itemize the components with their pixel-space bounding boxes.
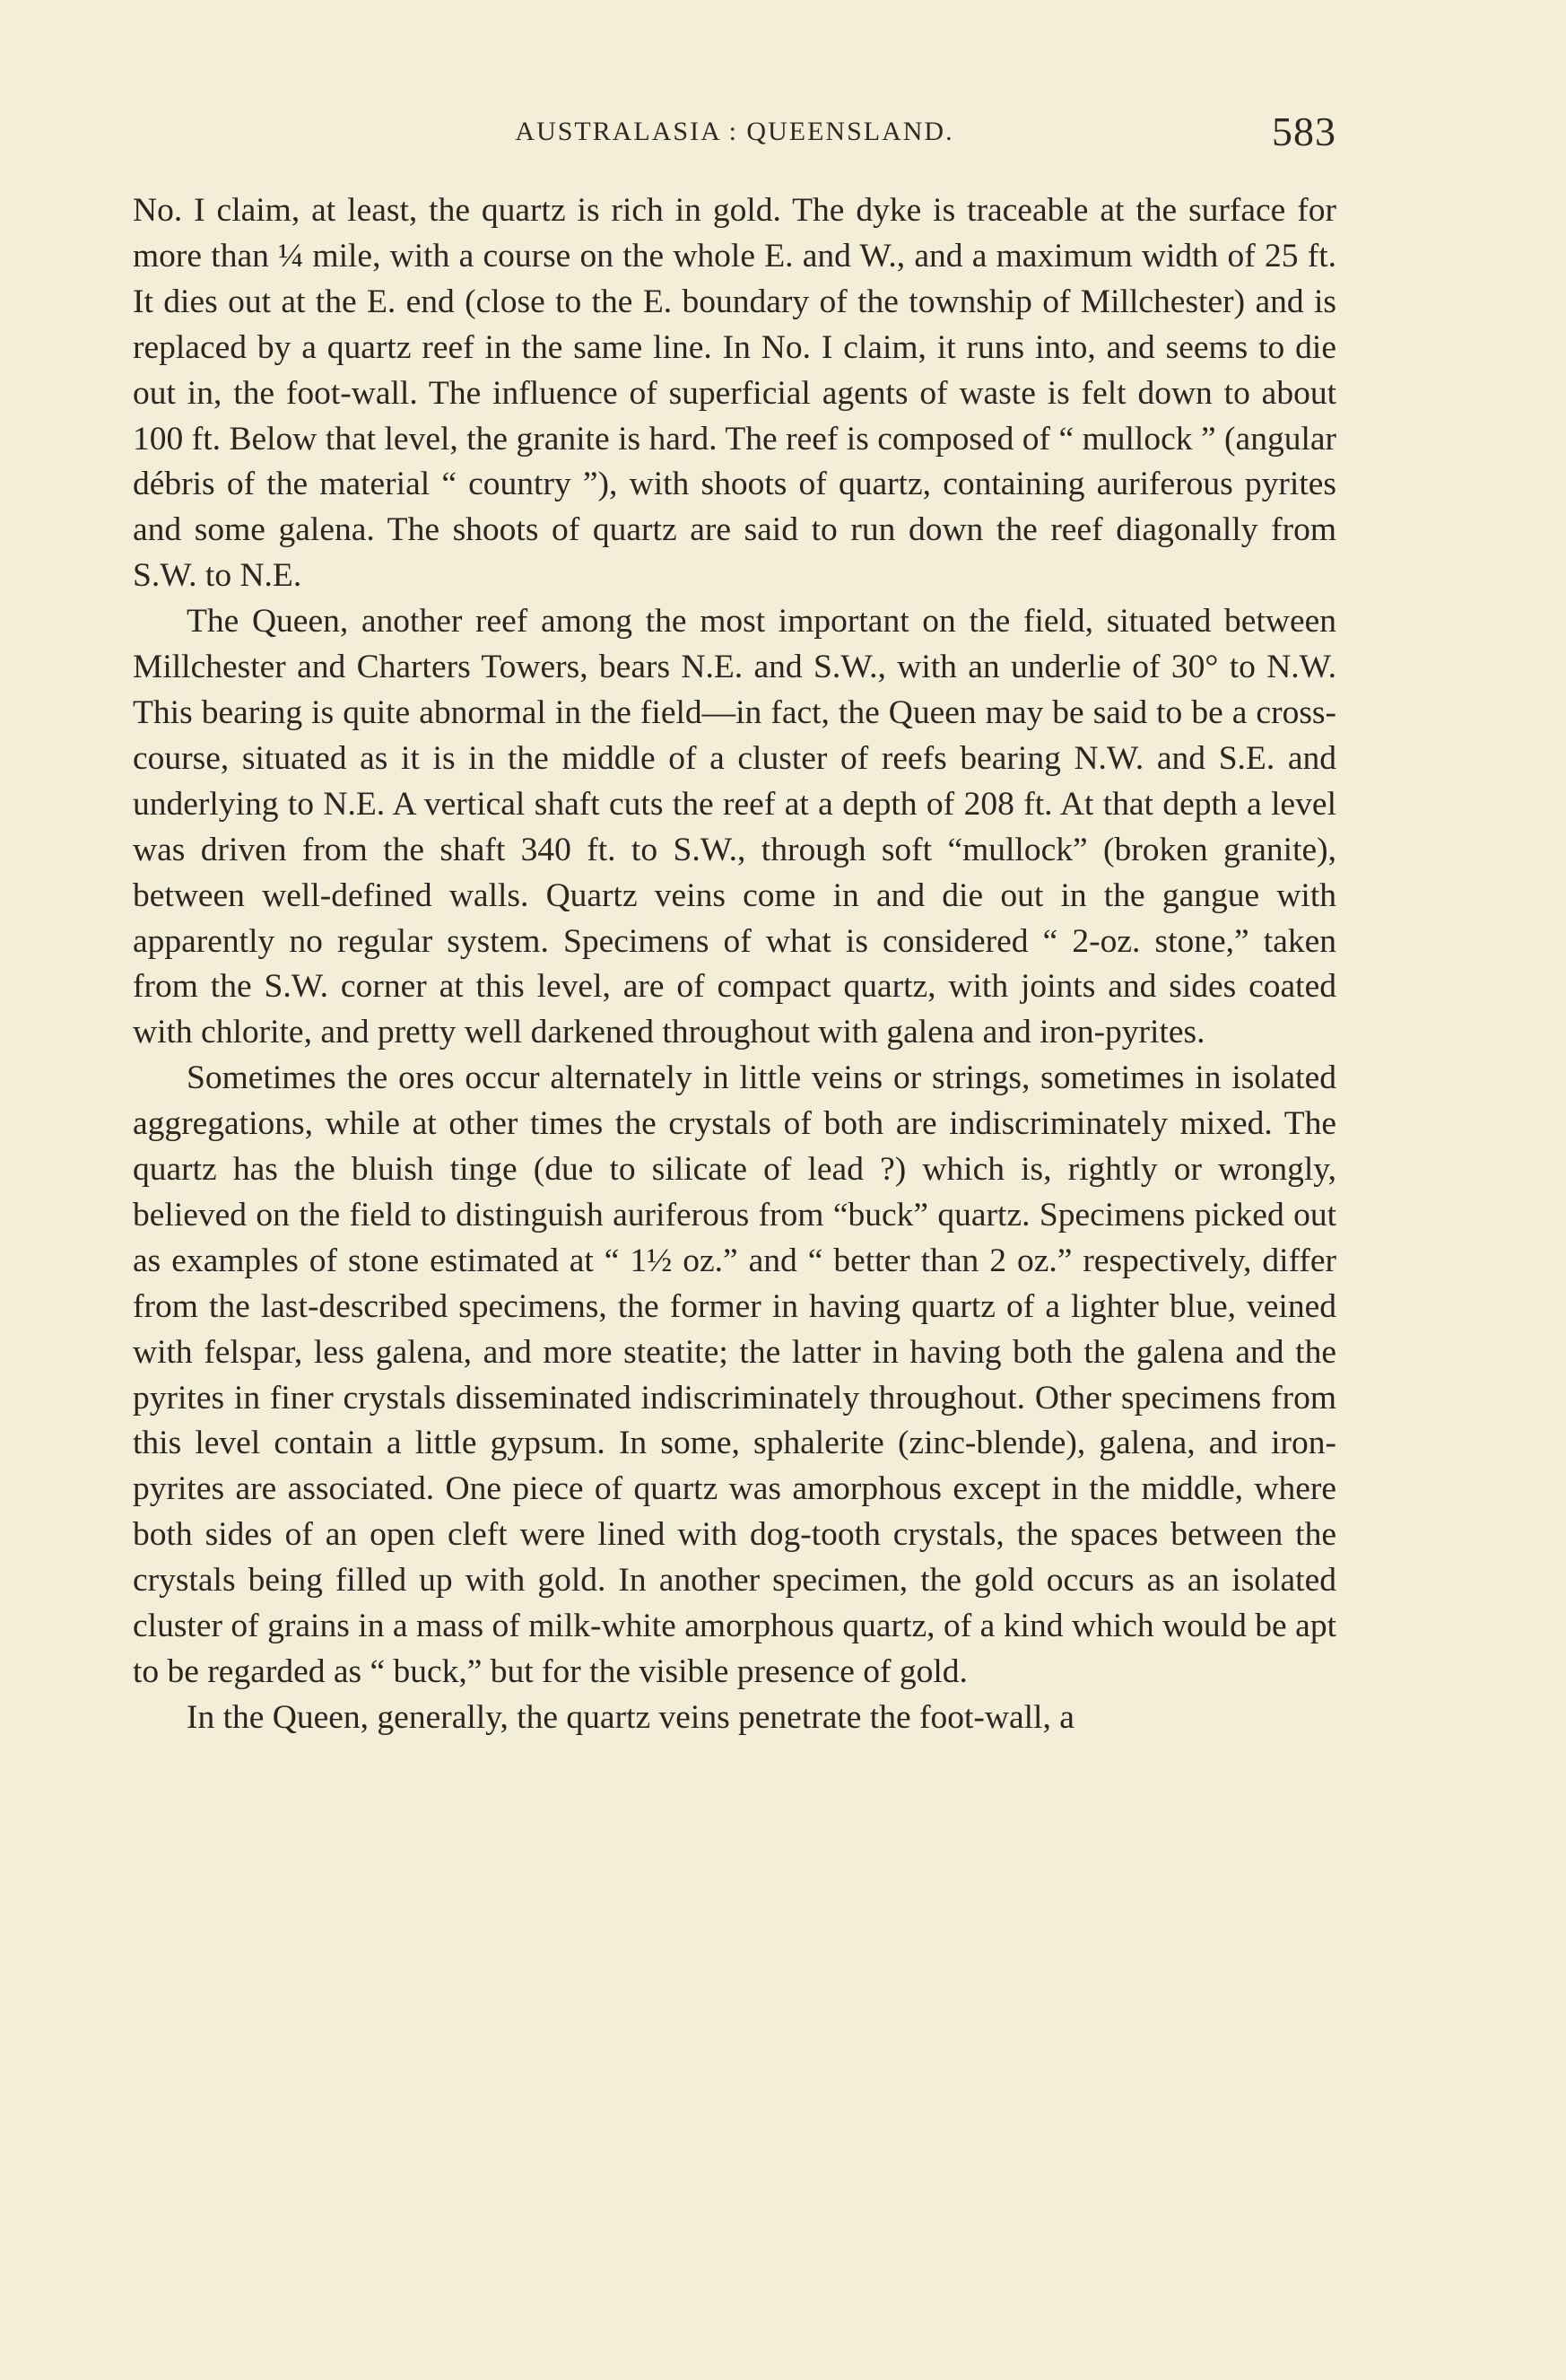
paragraph-queen-reef: The Queen, another reef among the most important on the field, situated between Millchester and Charters Towers, bears N.E. and S.W., with an underlie of 30° to N.W. This bearing is quite abnormal in the field—in fact, the Queen may be said to be a cross-course, situated as it is in the middle of a cluster of reefs bearing N.W. and S.E. and underlying to N.E. A vertical shaft cuts the reef at a depth of 208 ft. At that depth a level was driven from the shaft 340 ft. to S.W., through soft “mullock” (broken granite), between well-defined walls. Quartz veins come in and die out in the gangue with apparently no regular system. Specimens of what is considered “ 2-oz. stone,” taken from the S.W. corner at this level, are of compact quartz, with joints and sides coated with chlorite, and pretty well darkened throughout with galena and iron-pyrites. [133,603,1336,1051]
running-head: AUSTRALASIA : QUEENSLAND. [515,117,954,146]
paragraph-continued: No. I claim, at least, the quartz is rich in gold. The dyke is traceable at the surface for more than ¼ mile, with a course on the whole E. and W., and a maximum width of 25 ft. It dies out at the E. end (close to the E. boundary of the township of Millchester) and is replaced by a quartz reef in the same line. In No. I claim, it runs into, and seems to die out in, the foot-wall. The influence of superficial agents of waste is felt down to about 100 ft. Below that level, the granite is hard. The reef is composed of “ mullock ” (angular débris of the material “ country ”), with shoots of quartz, containing auriferous pyrites and some galena. The shoots of quartz are said to run down the reef diagonally from S.W. to N.E. [133,192,1336,595]
body-text [133,188,1336,1741]
paragraph-queen-veins: In the Queen, generally, the quartz veins penetrate the foot-wall, a [187,1698,1074,1736]
page-header [133,111,1336,165]
paragraph-ores: Sometimes the ores occur alternately in little veins or strings, sometimes in isolated aggregations, while at other times the crystals of both are indiscriminately mixed. The quartz has the bluish tinge (due to silicate of lead ?) which is, rightly or wrongly, believed on the field to distinguish auriferous from “buck” quartz. Specimens picked out as examples of stone estimated at “ 1½ oz.” and “ better than 2 oz.” respectively, differ from the last-described specimens, the former in having quartz of a lighter blue, veined with felspar, less galena, and more steatite; the latter in having both the galena and the pyrites in finer crystals disseminated indiscriminately throughout. Other specimens from this level contain a little gypsum. In some, sphalerite (zinc-blende), galena, and iron-pyrites are associated. One piece of quartz was amorphous except in the middle, where both sides of an open cleft were lined with dog-tooth crystals, the spaces between the crystals being filled up with gold. In another specimen, the gold occurs as an isolated cluster of grains in a mass of milk-white amorphous quartz, of a kind which would be apt to be regarded as “ buck,” but for the visible presence of gold. [133,1059,1336,1690]
page-number: 583 [1272,109,1336,154]
